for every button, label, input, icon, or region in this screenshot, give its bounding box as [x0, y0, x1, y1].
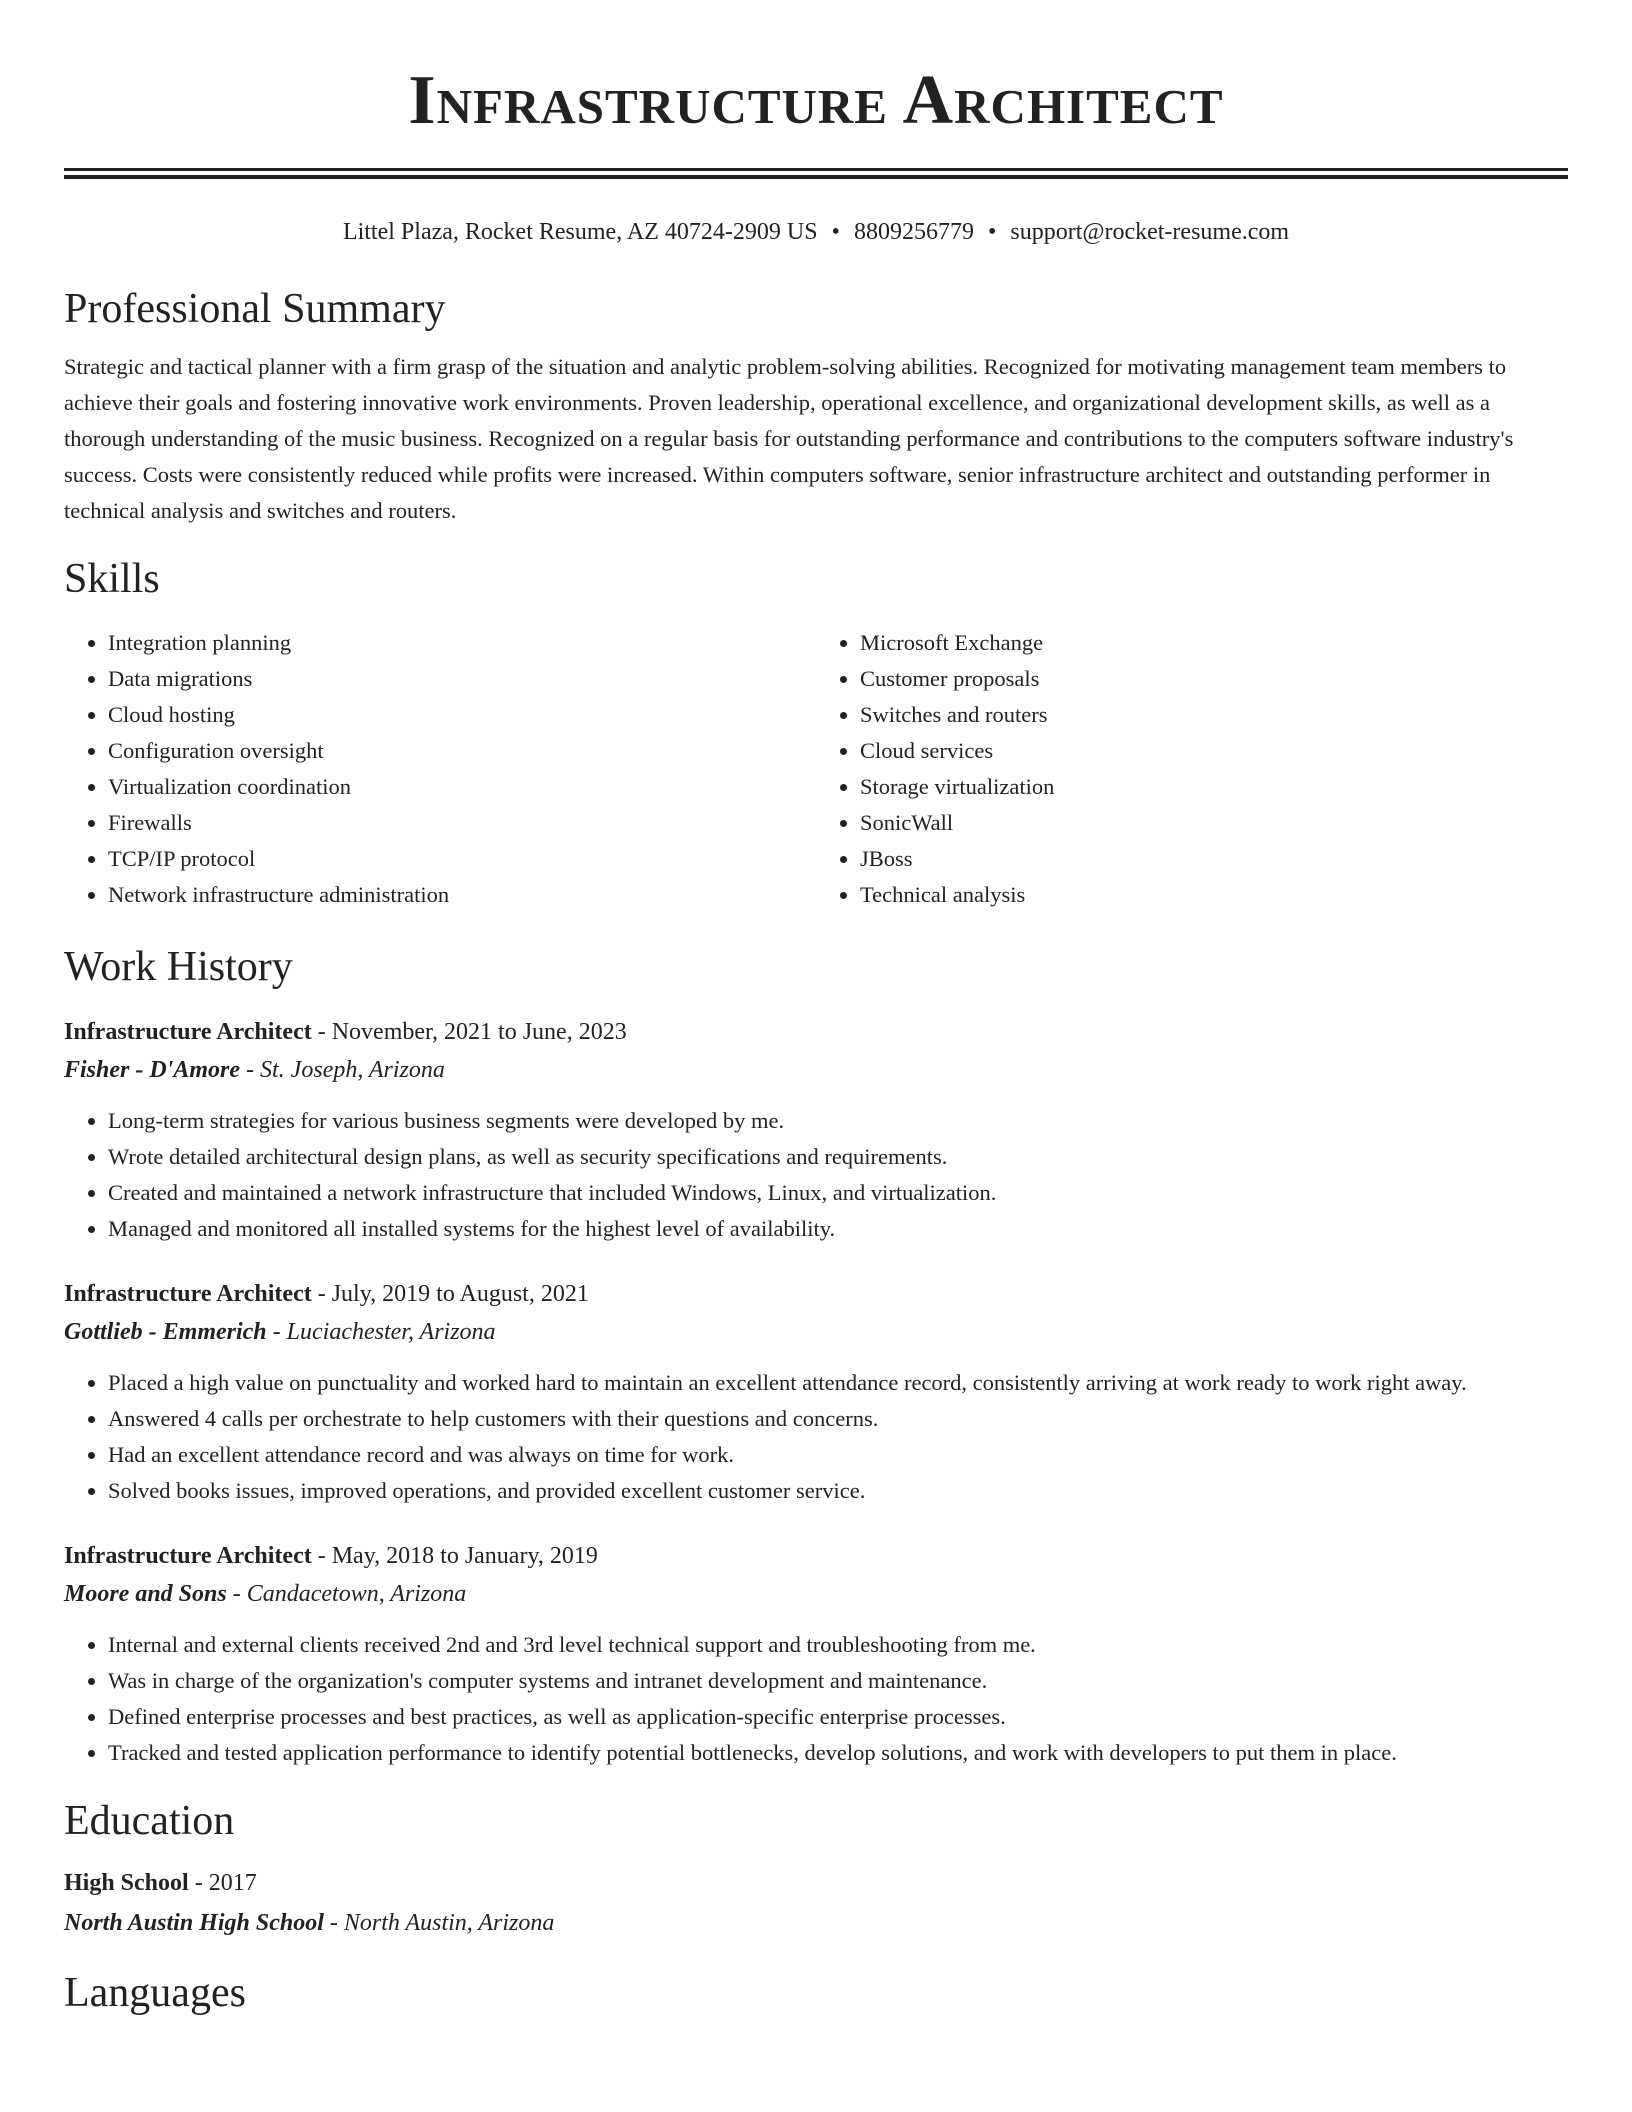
skills-list-right: [816, 625, 1568, 913]
header-divider: [64, 168, 1568, 179]
education-section: [64, 1793, 1568, 1943]
skill-item: • Technical analysis: [860, 877, 1568, 913]
job-entry: [64, 1275, 1568, 1509]
summary-heading: Professional Summary: [64, 286, 446, 332]
job-bullets: [64, 1365, 1568, 1509]
skills-section: [64, 551, 1568, 913]
work-history-section: [64, 939, 1568, 1771]
resume-name: Infrastructure Architect: [408, 62, 1224, 139]
job-company-line: [64, 1313, 1568, 1351]
skill-item: • Storage virtualization: [860, 769, 1568, 805]
contact-phone: 8809256779: [853, 219, 974, 245]
job-title: Infrastructure Architect: [64, 1281, 312, 1307]
work-history-heading: Work History: [64, 944, 293, 990]
job-dates: - May, 2018 to January, 2019: [311, 1543, 598, 1569]
skill-item: • Data migrations: [108, 661, 816, 697]
job-entry: [64, 1537, 1568, 1771]
job-location: - Luciachester, Arizona: [266, 1319, 496, 1345]
education-location: - North Austin, Arizona: [323, 1910, 555, 1936]
languages-section: [64, 1965, 1568, 2021]
skill-item: • Switches and routers: [860, 697, 1568, 733]
skill-item: • Firewalls: [108, 805, 816, 841]
skill-item: • Integration planning: [108, 625, 816, 661]
contact-email[interactable]: support@rocket-resume.com: [1010, 219, 1290, 245]
job-dates: - November, 2021 to June, 2023: [311, 1019, 627, 1045]
job-bullet: • Had an excellent attendance record and was always on time for work.: [108, 1437, 1568, 1473]
job-title: Infrastructure Architect: [64, 1543, 312, 1569]
education-degree-line: [64, 1863, 1568, 1903]
skills-heading: Skills: [64, 556, 160, 602]
skill-item: • Customer proposals: [860, 661, 1568, 697]
job-company: Moore and Sons: [64, 1581, 227, 1607]
separator-dot: •: [987, 219, 997, 245]
skill-item: • Microsoft Exchange: [860, 625, 1568, 661]
job-location: - Candacetown, Arizona: [226, 1581, 467, 1607]
contact-line: [64, 215, 1568, 249]
job-bullet: • Defined enterprise processes and best practices, as well as application-specific enterprise processes.: [108, 1699, 1568, 1735]
job-dates: - July, 2019 to August, 2021: [311, 1281, 589, 1307]
skill-item: • TCP/IP protocol: [108, 841, 816, 877]
skill-item: • Virtualization coordination: [108, 769, 816, 805]
languages-heading: Languages: [64, 1970, 246, 2016]
education-heading: Education: [64, 1798, 235, 1844]
skill-item: • Configuration oversight: [108, 733, 816, 769]
job-title-line: [64, 1275, 1568, 1313]
job-bullet: • Long-term strategies for various business segments were developed by me.: [108, 1103, 1568, 1139]
separator-dot: •: [831, 219, 840, 245]
job-company-line: [64, 1051, 1568, 1089]
job-title-line: [64, 1537, 1568, 1575]
skills-columns: [64, 625, 1568, 913]
job-company: Fisher - D'Amore: [64, 1057, 241, 1083]
job-title: Infrastructure Architect: [64, 1019, 312, 1045]
skill-item: • JBoss: [860, 841, 1568, 877]
job-title-line: [64, 1013, 1568, 1051]
job-bullets: [64, 1103, 1568, 1247]
job-bullet: • Internal and external clients received 2nd and 3rd level technical support and troubleshooting from me.: [108, 1627, 1568, 1663]
contact-address: Littel Plaza, Rocket Resume, AZ 40724-2909 US: [342, 219, 818, 245]
skill-item: • SonicWall: [860, 805, 1568, 841]
job-bullet: • Solved books issues, improved operations, and provided excellent customer service.: [108, 1473, 1568, 1509]
skill-item: • Network infrastructure administration: [108, 877, 816, 913]
education-school-line: [64, 1903, 1568, 1943]
education-degree: High School: [64, 1870, 189, 1896]
job-entry: [64, 1013, 1568, 1247]
job-bullet: • Created and maintained a network infrastructure that included Windows, Linux, and virtualization.: [108, 1175, 1568, 1211]
skill-item: • Cloud services: [860, 733, 1568, 769]
summary-text: Strategic and tactical planner with a firm grasp of the situation and analytic problem-solving abilities. Recognized for motivating management team members to achieve their goals and fostering innovative work environments. Proven leadership, operational excellence, and organizational development skills, as well as a thorough understanding of the music business. Recognized on a regular basis for outstanding performance and contributions to the computers software industry's success. Costs were consistently reduced while profits were increased. Within computers software, senior infrastructure architect and outstanding performer in technical analysis and switches and routers.: [64, 354, 1514, 523]
skill-item: • Cloud hosting: [108, 697, 816, 733]
job-company: Gottlieb - Emmerich: [64, 1319, 267, 1345]
education-school: North Austin High School: [64, 1910, 324, 1936]
summary-section: [64, 281, 1568, 529]
job-bullets: [64, 1627, 1568, 1771]
job-location: - St. Joseph, Arizona: [240, 1057, 445, 1083]
job-bullet: • Answered 4 calls per orchestrate to help customers with their questions and concerns.: [108, 1401, 1568, 1437]
job-company-line: [64, 1575, 1568, 1613]
skills-list-left: [64, 625, 816, 913]
job-bullet: • Was in charge of the organization's computer systems and intranet development and maintenance.: [108, 1663, 1568, 1699]
job-bullet: • Wrote detailed architectural design plans, as well as security specifications and requirements.: [108, 1139, 1568, 1175]
job-bullet: • Placed a high value on punctuality and worked hard to maintain an excellent attendance record, consistently arriving at work ready to work right away.: [108, 1365, 1568, 1401]
job-bullet: • Tracked and tested application performance to identify potential bottlenecks, develop solutions, and work with developers to put them in place.: [108, 1735, 1568, 1771]
education-year: - 2017: [188, 1870, 257, 1896]
job-bullet: • Managed and monitored all installed systems for the highest level of availability.: [108, 1211, 1568, 1247]
